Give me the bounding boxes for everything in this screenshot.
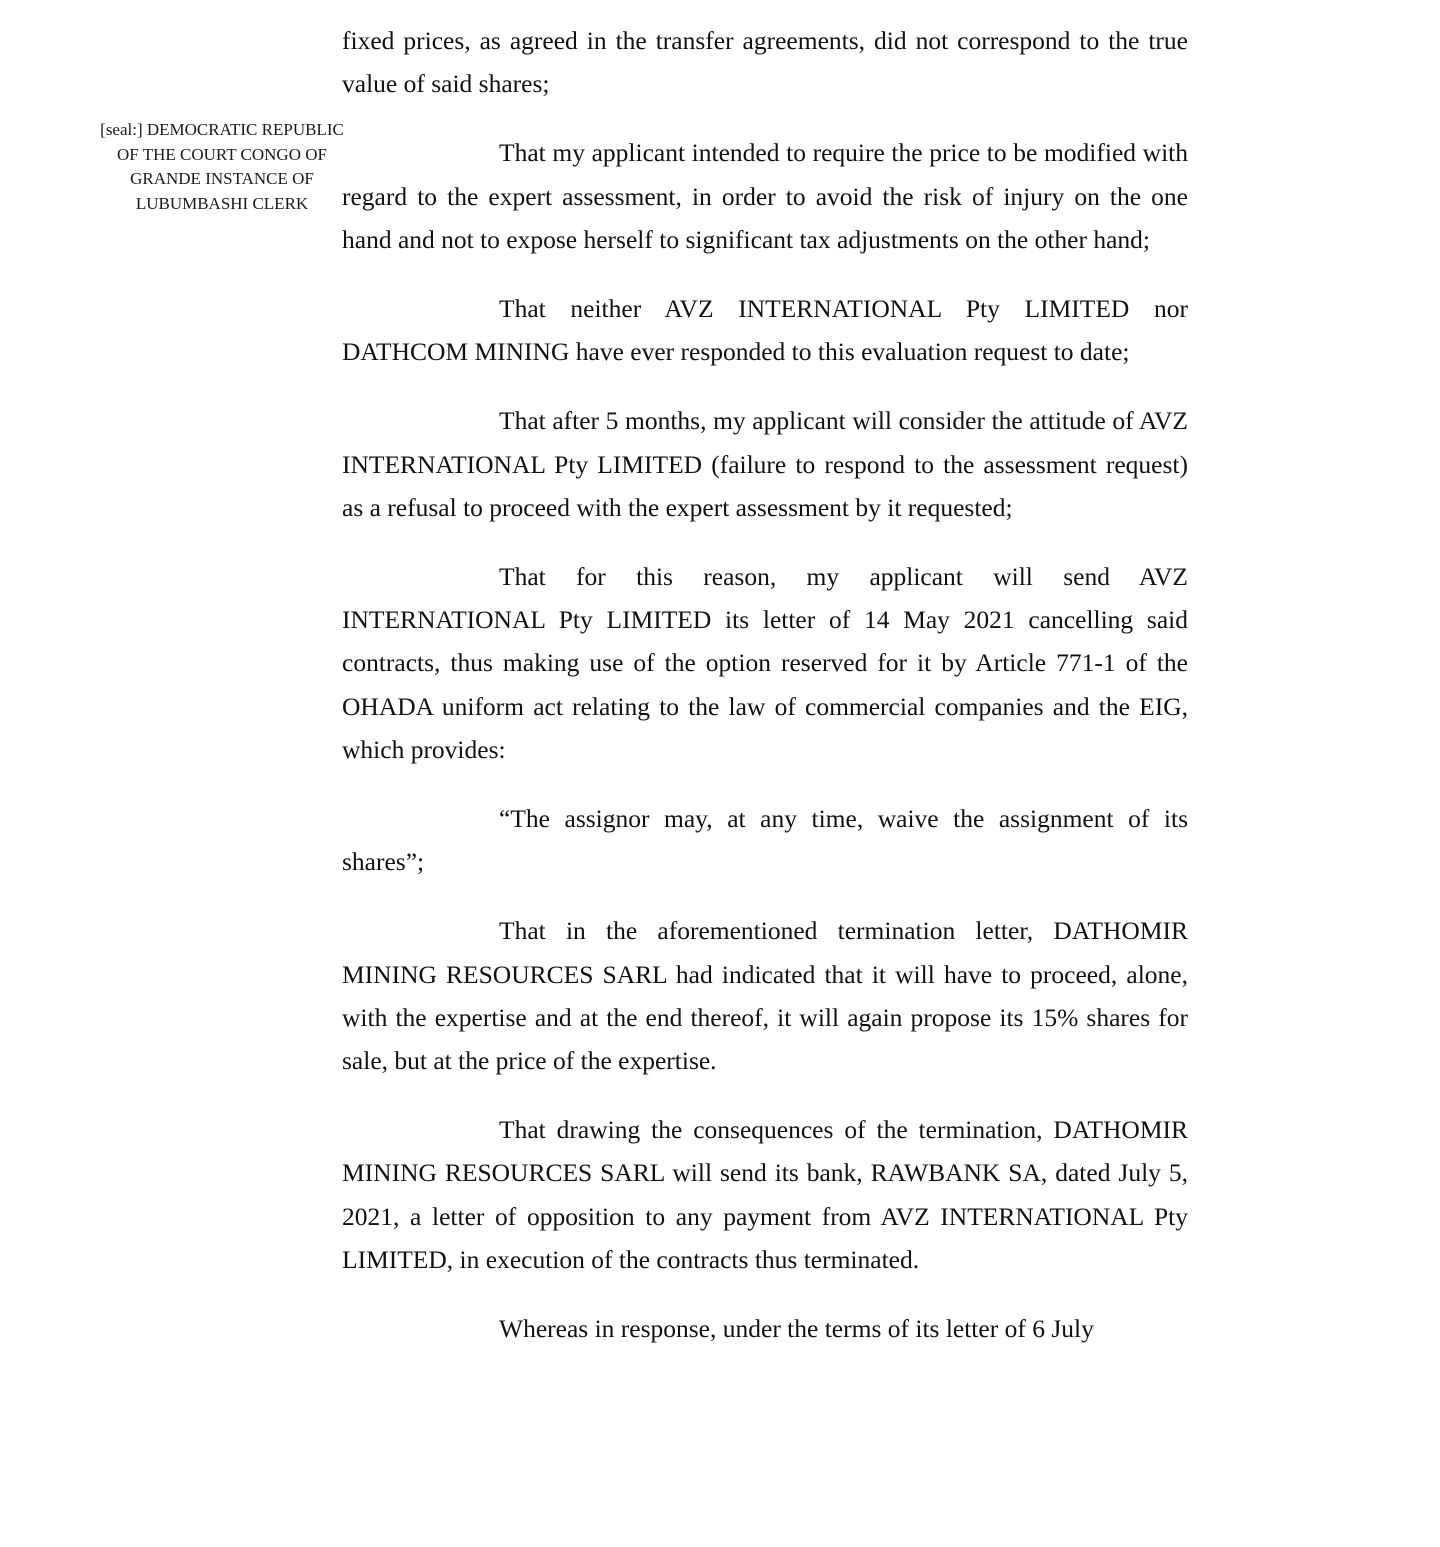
paragraph-consequences: That drawing the consequences of the termination, DATHOMIR MINING RESOURCES SARL will send its bank, RAWBANK SA, dated July 5, 2021, a letter of opposition to any payment from AVZ INTERNATIONAL Pty LIMITED, in execution of the contracts thus terminated. bbox=[342, 1115, 1188, 1274]
seal-line: LUBUMBASHI CLERK bbox=[135, 193, 309, 213]
seal-line: OF THE COURT CONGO OF bbox=[117, 144, 327, 164]
paragraph-response: Whereas in response, under the terms of its letter of 6 July bbox=[499, 1314, 1094, 1344]
paragraph-no-response: That neither AVZ INTERNATIONAL Pty LIMITED nor DATHCOM MINING have ever responded to this evaluation request to date; bbox=[342, 294, 1188, 367]
paragraph-refusal: That after 5 months, my applicant will consider the attitude of AVZ INTERNATIONAL Pty LIMITED (failure to respond to the assessment request) as a refusal to proceed with the expert assessment by it requested; bbox=[342, 406, 1188, 522]
paragraph-termination-letter: That in the aforementioned termination letter, DATHOMIR MINING RESOURCES SARL had indicated that it will have to proceed, alone, with the expertise and at the end thereof, it will again propose its 15% shares for sale, but at the price of the expertise. bbox=[342, 916, 1188, 1076]
seal-line: GRANDE INSTANCE OF bbox=[130, 169, 314, 188]
paragraph-continuation: fixed prices, as agreed in the transfer agreements, did not correspond to the true value of said shares; bbox=[342, 26, 1188, 99]
court-seal bbox=[88, 118, 356, 216]
seal-line: [seal:] DEMOCRATIC REPUBLIC bbox=[100, 120, 344, 139]
paragraph-quote: “The assignor may, at any time, waive the assignment of its shares”; bbox=[342, 804, 1188, 877]
paragraph-price-modification: That my applicant intended to require the price to be modified with regard to the expert assessment, in order to avoid the risk of injury on the one hand and not to expose herself to significant tax adjustments on the other hand; bbox=[342, 138, 1188, 254]
paragraph-cancellation-letter: That for this reason, my applicant will send AVZ INTERNATIONAL Pty LIMITED its letter of 14 May 2021 cancelling said contracts, thus making use of the option reserved for it by Article 771-1 of the OHADA uniform act relating to the law of commercial companies and the EIG, which provides: bbox=[342, 562, 1188, 764]
document-body bbox=[342, 19, 1188, 1376]
